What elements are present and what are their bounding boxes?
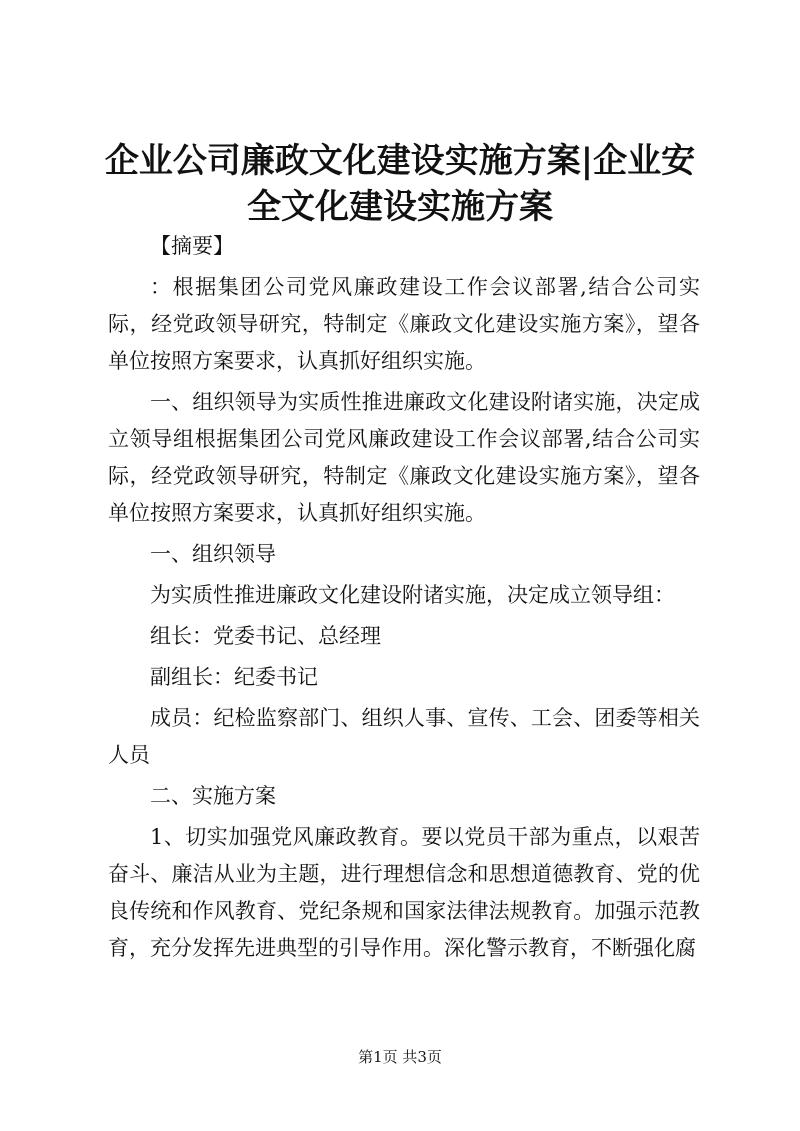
section-heading: 一、组织领导 [150,542,276,566]
body-paragraph: ：根据集团公司党风廉政建设工作会议部署,结合公司实际，经党政领导研究，特制定《廉政文化建设实施方案》，望各单位按照方案要求，认真抓好组织实施。 [108,275,700,373]
section-heading: 二、实施方案 [150,784,276,808]
page-footer: 第1页 共3页 [358,1048,442,1066]
document-title: 企业公司廉政文化建设实施方案|企业安全文化建设实施方案 [104,141,696,227]
body-paragraph: 副组长：纪委书记 [150,665,318,689]
body-paragraph: 组长：党委书记、总经理 [150,624,381,648]
body-paragraph: 一、组织领导为实质性推进廉政文化建设附诸实施，决定成立领导组根据集团公司党风廉政建设工作会议部署,结合公司实际，经党政领导研究，特制定《廉政文化建设实施方案》，望各单位按照方案要求，认真抓好组织实施。 [108,390,700,525]
body-paragraph: 成员：纪检监察部门、组织人事、宣传、工会、团委等相关人员 [108,706,700,767]
body-paragraph: 1、切实加强党风廉政教育。要以党员干部为重点，以艰苦奋斗、廉洁从业为主题，进行理想信念和思想道德教育、党的优良传统和作风教育、党纪条规和国家法律法规教育。加强示范教育，充分发挥先进典型的引导作用。深化警示教育，不断强化腐 [108,825,700,960]
body-paragraph: 为实质性推进廉政文化建设附诸实施，决定成立领导组： [150,583,675,607]
abstract-heading: 【摘要】 [150,234,234,258]
document-body [108,228,700,967]
